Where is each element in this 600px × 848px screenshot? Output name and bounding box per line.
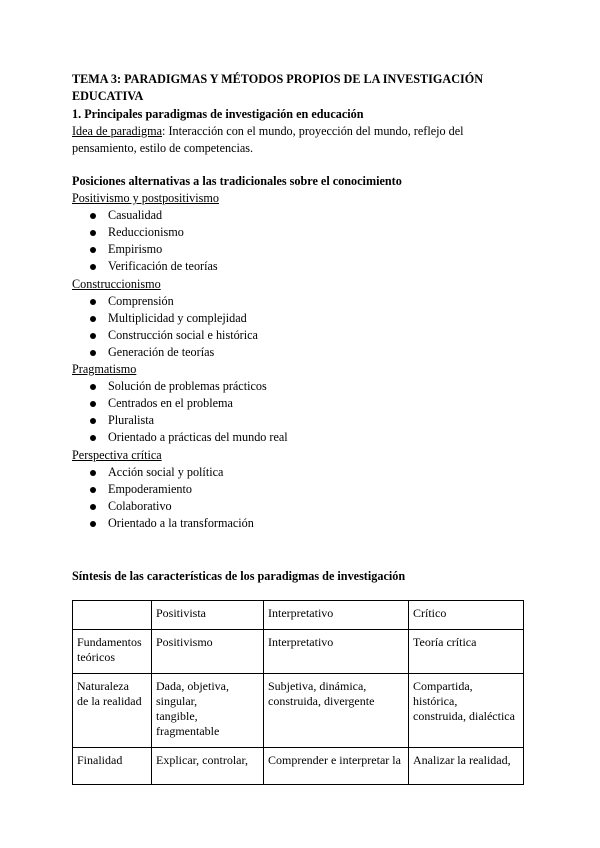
row-label: Naturaleza de la realidad <box>73 674 152 748</box>
synthesis-table <box>72 600 524 785</box>
bullet-icon <box>90 401 96 407</box>
idea-label: Idea de paradigma <box>72 124 163 138</box>
group-pragmatismo-title: Pragmatismo <box>72 362 137 376</box>
group-perspectiva-critica-title: Perspectiva crítica <box>72 448 162 462</box>
table-cell: Positivismo <box>152 630 264 674</box>
bullet-icon <box>90 418 96 424</box>
bullet-icon <box>90 350 96 356</box>
bullet-icon <box>90 384 96 390</box>
table-cell: Comprender e interpretar la <box>264 748 409 785</box>
bullet-icon <box>90 316 96 322</box>
table-cell: Subjetiva, dinámica, construida, divergente <box>264 674 409 748</box>
group-positivismo-title: Positivismo y postpositivismo <box>72 191 219 205</box>
idea-paragraph-line-1 <box>72 124 464 139</box>
table-header-cell: Positivista <box>152 601 264 630</box>
table-cell: Compartida, histórica, construida, dialéctica <box>409 674 524 748</box>
bullet-icon <box>90 504 96 510</box>
bullet-icon <box>90 470 96 476</box>
bullet-icon <box>90 213 96 219</box>
bullet-icon <box>90 487 96 493</box>
table-cell: Analizar la realidad, <box>409 748 524 785</box>
table-cell: Explicar, controlar, <box>152 748 264 785</box>
bullet-icon <box>90 299 96 305</box>
table-header-cell: Crítico <box>409 601 524 630</box>
synthesis-heading: Síntesis de las características de los paradigmas de investigación <box>72 569 406 583</box>
table-cell: Dada, objetiva, singular, tangible, fragmentable <box>152 674 264 748</box>
table-row <box>73 630 524 674</box>
bullet-icon <box>90 333 96 339</box>
bullet-icon <box>90 247 96 253</box>
table-row <box>73 748 524 785</box>
positions-heading: Posiciones alternativas a las tradicionales sobre el conocimiento <box>72 174 402 188</box>
idea-text-1: : Interacción con el mundo, proyección del mundo, reflejo del <box>162 124 464 138</box>
table-header-cell <box>73 601 152 630</box>
group-construccionismo-title: Construccionismo <box>72 277 161 291</box>
table-row <box>73 674 524 748</box>
bullet-icon <box>90 435 96 441</box>
section-1-heading: 1. Principales paradigmas de investigación en educación <box>72 107 364 121</box>
bullet-icon <box>90 521 96 527</box>
title-line-1: TEMA 3: PARADIGMAS Y MÉTODOS PROPIOS DE LA INVESTIGACIÓN <box>72 72 484 86</box>
row-label: Fundamentos teóricos <box>73 630 152 674</box>
idea-paragraph-line-2: pensamiento, estilo de competencias. <box>72 141 254 155</box>
table-header-cell: Interpretativo <box>264 601 409 630</box>
table-cell: Teoría crítica <box>409 630 524 674</box>
table-header-row <box>73 601 524 630</box>
title-line-2: EDUCATIVA <box>72 89 144 103</box>
table-cell: Interpretativo <box>264 630 409 674</box>
bullet-icon <box>90 264 96 270</box>
row-label: Finalidad <box>73 748 152 785</box>
bullet-icon <box>90 230 96 236</box>
